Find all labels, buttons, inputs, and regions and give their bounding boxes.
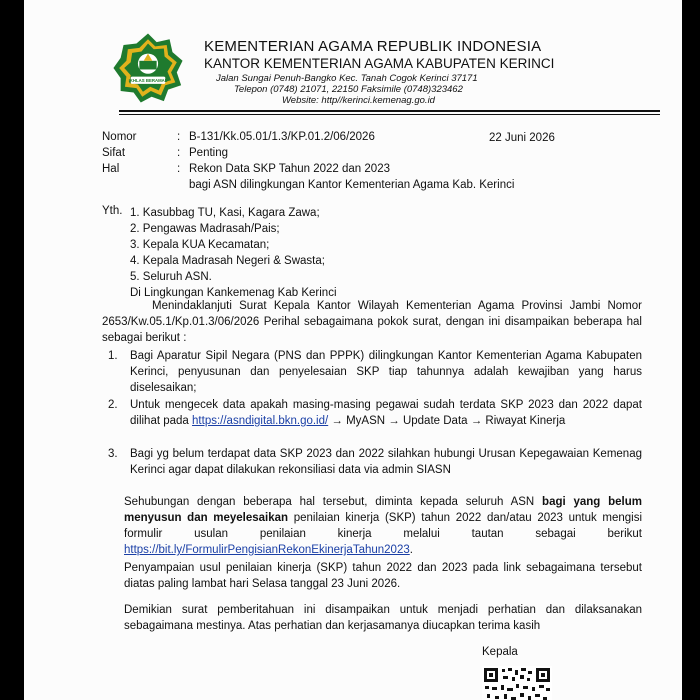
kemenag-logo-icon bbox=[112, 32, 184, 104]
recipient-item: 1. Kasubbag TU, Kasi, Kagara Zawa; bbox=[130, 207, 320, 219]
recipient-item: 2. Pengawas Madrasah/Pais; bbox=[130, 223, 280, 235]
logo-caption: IKHLAS BERAMAL bbox=[128, 78, 168, 84]
hal-label: Hal bbox=[102, 163, 120, 175]
sifat-colon: : bbox=[177, 147, 181, 159]
qr-code-icon bbox=[482, 666, 552, 700]
hal-line-1: Rekon Data SKP Tahun 2022 dan 2023 bbox=[189, 163, 390, 175]
deadline-paragraph: Penyampaian usul penilaian kinerja (SKP) tahun 2022 dan 2023 pada link sebagaimana tersebut diatas paling lambat hari Selasa tanggal 23 Juni 2026. bbox=[124, 562, 642, 590]
point-text: Untuk mengecek data apakah masing-masing pegawai sudah terdata SKP 2023 dan 2022 dapat dilihat pada bbox=[130, 399, 642, 427]
request-paragraph bbox=[124, 494, 642, 558]
letter-page bbox=[24, 0, 682, 700]
point-number: 3. bbox=[108, 448, 118, 460]
point-number: 1. bbox=[108, 350, 118, 362]
point-item bbox=[108, 348, 642, 396]
closing-paragraph: Demikian surat pemberitahuan ini disampaikan untuk menjadi perhatian dan dilaksanakan sebagaimana mestinya. Atas perhatian dan kerjasamanya diucapkan terima kasih bbox=[124, 604, 642, 632]
point-item bbox=[108, 446, 642, 478]
intro-paragraph: Menindaklanjuti Surat Kepala Kantor Wilayah Kementerian Agama Provinsi Jambi Nomor 2653/Kw.05.1/Kp.01.3/06/2026 Perihal sebagaimana pokok surat, dengan ini disampaikan beberapa hal sebagai berikut : bbox=[102, 300, 642, 344]
point-item bbox=[108, 397, 642, 429]
point-text: → MyASN → Update Data → Riwayat Kinerja bbox=[328, 415, 566, 427]
signature-title: Kepala bbox=[482, 646, 518, 658]
recipient-item: 3. Kepala KUA Kecamatan; bbox=[130, 239, 270, 251]
asndigital-link[interactable]: https://asndigital.bkn.go.id/ bbox=[192, 415, 329, 427]
office-phone: Telepon (0748) 21071, 22150 Faksimile (0748)323462 bbox=[234, 84, 463, 95]
paragraph-text: penilaian kinerja (SKP) tahun 2022 dan/atau 2023 untuk mengisi formulir usulan penilaian kinerja melalui tautan sebagai berikut bbox=[124, 512, 643, 540]
sifat-label: Sifat bbox=[102, 147, 126, 159]
recipient-location: Di Lingkungan Kankemenag Kab Kerinci bbox=[130, 287, 337, 299]
letterhead-rule-thick bbox=[119, 110, 660, 112]
office-address: Jalan Sungai Penuh-Bangko Kec. Tanah Cogok Kerinci 37171 bbox=[216, 73, 478, 84]
recipient-list bbox=[130, 205, 337, 301]
form-link[interactable]: https://bit.ly/FormulirPengisianRekonEkinerjaTahun2023 bbox=[124, 544, 410, 556]
letterhead-rule-thin bbox=[119, 114, 660, 115]
sifat-value: Penting bbox=[189, 147, 229, 159]
office-name: KANTOR KEMENTERIAN AGAMA KABUPATEN KERINCI bbox=[204, 56, 555, 71]
letter-date: 22 Juni 2026 bbox=[489, 132, 555, 144]
bold-emphasis: bagi yang belum menyusun dan meyelesaikan bbox=[124, 496, 642, 524]
yth-label: Yth. bbox=[102, 205, 123, 217]
nomor-label: Nomor bbox=[102, 131, 137, 143]
point-number: 2. bbox=[108, 399, 118, 411]
point-text: Bagi Aparatur Sipil Negara (PNS dan PPPK) dilingkungan Kantor Kementerian Agama Kabupaten Kerinci, penyusunan dan penyelesaian SKP tiap tahunnya adalah kewajiban yang harus diselesaikan; bbox=[130, 350, 642, 394]
hal-line-2: bagi ASN dilingkungan Kantor Kementerian Agama Kab. Kerinci bbox=[189, 179, 515, 191]
paragraph-text: . bbox=[409, 544, 413, 556]
recipient-item: 4. Kepala Madrasah Negeri & Swasta; bbox=[130, 255, 325, 267]
office-website: Website: http//kerinci.kemenag.go.id bbox=[282, 95, 435, 106]
point-text: Bagi yg belum terdapat data SKP 2023 dan 2022 silahkan hubungi Urusan Kepegawaian Kemenag Kerinci agar dapat dilakukan rekonsiliasi data via admin SIASN bbox=[130, 448, 642, 476]
nomor-value: B-131/Kk.05.01/1.3/KP.01.2/06/2026 bbox=[189, 131, 375, 143]
hal-colon: : bbox=[177, 163, 181, 175]
ministry-name: KEMENTERIAN AGAMA REPUBLIK INDONESIA bbox=[204, 38, 542, 55]
nomor-colon: : bbox=[177, 131, 181, 143]
paragraph-text: Sehubungan dengan beberapa hal tersebut, diminta kepada seluruh ASN bbox=[124, 496, 543, 508]
recipient-item: 5. Seluruh ASN. bbox=[130, 271, 212, 283]
